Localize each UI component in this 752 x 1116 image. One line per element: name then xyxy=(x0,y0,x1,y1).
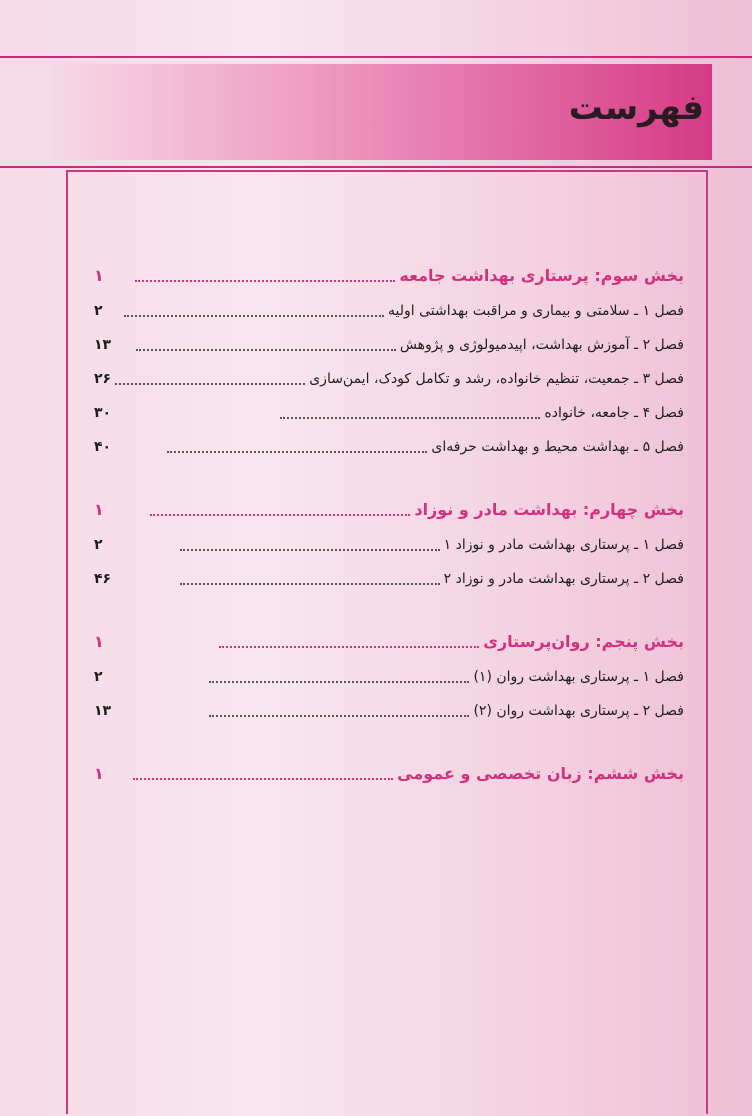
page-number: ۴۰ xyxy=(94,439,112,455)
page-number: ۲۶ xyxy=(94,371,112,387)
toc-entry[interactable] xyxy=(66,528,708,562)
section-title: بخش ششم: زبان تخصصی و عمومی xyxy=(397,764,684,783)
chapter-title: فصل ۵ ـ بهداشت محیط و بهداشت حرفه‌ای xyxy=(431,439,684,455)
section-title: بخش پنجم: روان‌پرستاری xyxy=(483,632,684,651)
toc-entry[interactable] xyxy=(66,328,708,362)
page-number: ۲ xyxy=(94,537,103,553)
dot-leader xyxy=(219,645,479,648)
page-number: ۲ xyxy=(94,303,103,319)
dot-leader xyxy=(180,548,440,551)
page-number: ۱ xyxy=(94,632,104,651)
toc-entry[interactable] xyxy=(66,396,708,430)
dot-leader xyxy=(209,714,469,717)
dot-leader xyxy=(135,279,395,282)
dot-leader xyxy=(133,777,393,780)
page-number: ۱ xyxy=(94,764,104,783)
page-number: ۱ xyxy=(94,500,104,519)
toc-section xyxy=(66,492,708,596)
toc-entry[interactable] xyxy=(66,694,708,728)
toc-entry[interactable] xyxy=(66,562,708,596)
page-title: فهرست xyxy=(568,88,704,128)
section-title: بخش چهارم: بهداشت مادر و نوزاد xyxy=(414,500,684,519)
chapter-title: فصل ۱ ـ سلامتی و بیماری و مراقبت بهداشتی اولیه xyxy=(388,303,684,319)
dot-leader xyxy=(115,382,305,385)
dot-leader xyxy=(280,416,540,419)
chapter-title: فصل ۲ ـ پرستاری بهداشت روان (۲) xyxy=(473,703,684,719)
page-number: ۱ xyxy=(94,266,104,285)
dot-leader xyxy=(209,680,469,683)
toc-entry[interactable] xyxy=(66,430,708,464)
chapter-title: فصل ۳ ـ جمعیت، تنظیم خانواده، رشد و تکامل کودک، ایمن‌سازی xyxy=(309,371,684,387)
dot-leader xyxy=(124,314,384,317)
dot-leader xyxy=(150,513,410,516)
section-heading[interactable] xyxy=(66,492,708,528)
dot-leader xyxy=(136,348,396,351)
chapter-title: فصل ۲ ـ آموزش بهداشت، اپیدمیولوژی و پژوهش xyxy=(399,337,684,353)
page-number: ۳۰ xyxy=(94,405,112,421)
page-number: ۱۳ xyxy=(94,703,112,719)
chapter-title: فصل ۱ ـ پرستاری بهداشت روان (۱) xyxy=(473,669,684,685)
page-number: ۴۶ xyxy=(94,571,112,587)
dot-leader xyxy=(180,582,440,585)
toc-entry[interactable] xyxy=(66,362,708,396)
chapter-title: فصل ۱ ـ پرستاری بهداشت مادر و نوزاد ۱ xyxy=(443,537,684,553)
banner-top-rule xyxy=(0,56,752,58)
toc-entry[interactable] xyxy=(66,294,708,328)
table-of-contents xyxy=(66,258,708,792)
section-title: بخش سوم: پرستاری بهداشت جامعه xyxy=(399,266,684,285)
toc-entry[interactable] xyxy=(66,660,708,694)
dot-leader xyxy=(167,450,427,453)
toc-section xyxy=(66,756,708,792)
section-heading[interactable] xyxy=(66,258,708,294)
toc-section xyxy=(66,258,708,464)
chapter-title: فصل ۴ ـ جامعه، خانواده xyxy=(544,405,684,421)
banner-bottom-rule xyxy=(0,166,752,168)
page-number: ۲ xyxy=(94,669,103,685)
page-number: ۱۳ xyxy=(94,337,112,353)
chapter-title: فصل ۲ ـ پرستاری بهداشت مادر و نوزاد ۲ xyxy=(443,571,684,587)
section-heading[interactable] xyxy=(66,624,708,660)
section-heading[interactable] xyxy=(66,756,708,792)
toc-section xyxy=(66,624,708,728)
